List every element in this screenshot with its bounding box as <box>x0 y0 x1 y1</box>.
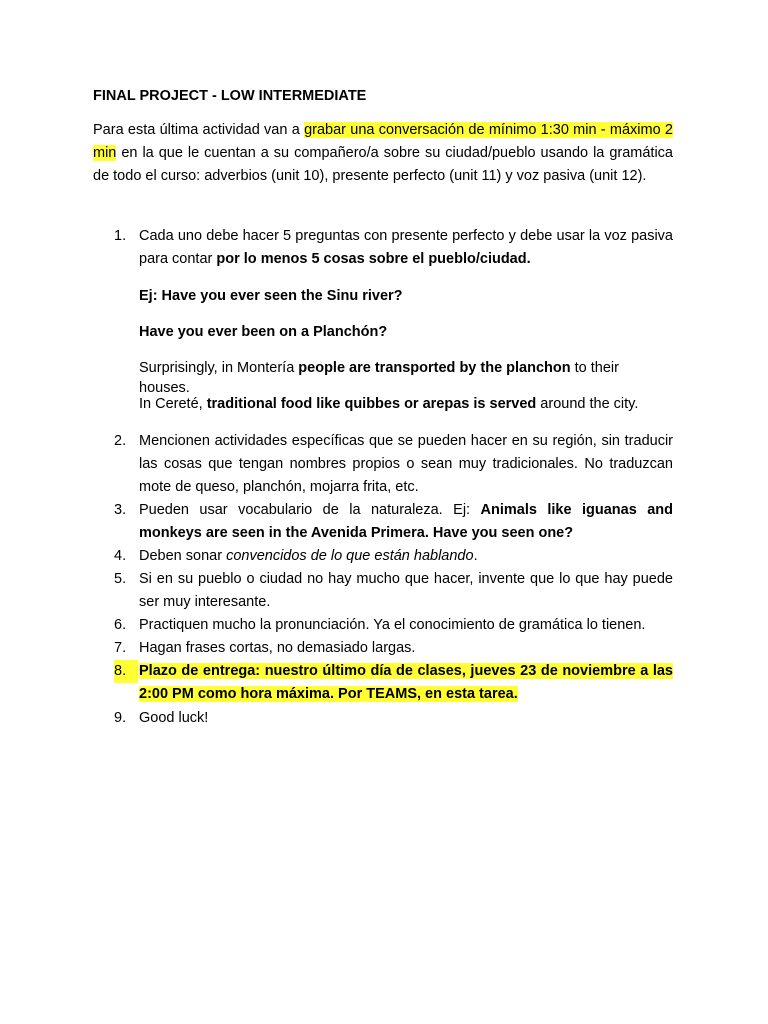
list-item-6 <box>93 614 673 637</box>
list-item-2 <box>93 430 673 499</box>
list-item-text: Practiquen mucho la pronunciación. Ya el conocimiento de gramática lo tienen. <box>139 617 646 633</box>
example-3-before: Surprisingly, in Montería <box>139 360 299 376</box>
example-2: Have you ever been on a Planchón? <box>139 324 388 340</box>
example-3 <box>139 358 673 398</box>
list-number: 9. <box>114 710 127 726</box>
list-number: 7. <box>114 640 127 656</box>
example-3-bold: people are transported by the planchon <box>298 360 571 376</box>
intro-text-after: en la que le cuentan a su compañero/a sobre su ciudad/pueblo usando la gramática de todo el curso: adverbios (unit 10), presente perfecto (unit 11) y voz pasiva (unit 12). <box>93 145 673 184</box>
list-number: 8. <box>114 660 138 683</box>
list-number: 5. <box>114 571 127 587</box>
deadline-highlight: Plazo de entrega: nuestro último día de clases, jueves 23 de noviembre a las 2:00 PM como hora máxima. Por TEAMS, en esta tarea. <box>139 663 673 702</box>
item-text-plain: Cada uno debe hacer 5 preguntas con presente perfecto y debe usar la voz pasiva para contar <box>139 228 673 267</box>
document-title: FINAL PROJECT - LOW INTERMEDIATE <box>93 88 367 104</box>
item-text-bold: por lo menos 5 cosas sobre el pueblo/ciudad. <box>216 251 531 267</box>
list-item-text: Mencionen actividades específicas que se pueden hacer en su región, sin traducir las cosas que tengan nombres propios o sean muy tradicionales. No traduzcan mote de queso, planchón, mojarra frita, etc. <box>139 433 673 495</box>
list-item-text <box>139 225 673 271</box>
example-3-after: to their houses. <box>139 360 619 396</box>
example-4-after: around the city. <box>536 396 639 412</box>
item-text-plain: Pueden usar vocabulario de la naturaleza. Ej: <box>139 502 481 518</box>
item-text-plain: Deben sonar <box>139 548 227 564</box>
intro-paragraph <box>93 119 673 188</box>
list-item-9 <box>93 707 673 730</box>
list-item-text <box>139 499 673 545</box>
list-item-7 <box>93 637 673 660</box>
list-item-4 <box>93 545 673 568</box>
list-item-text <box>139 660 673 706</box>
list-item-text: Si en su pueblo o ciudad no hay mucho que hacer, invente que lo que hay puede ser muy interesante. <box>139 571 673 610</box>
list-item-5 <box>93 568 673 614</box>
intro-highlight: grabar una conversación de mínimo 1:30 min - máximo 2 min <box>93 122 674 161</box>
item-text-bold: Animals like iguanas and monkeys are seen in the Avenida Primera. Have you seen one? <box>139 502 673 541</box>
intro-text-before: Para esta última actividad van a <box>93 122 305 138</box>
list-number: 6. <box>114 617 127 633</box>
list-item-8 <box>93 660 673 706</box>
example-4 <box>139 394 673 414</box>
list-item-1 <box>93 225 673 271</box>
list-item-text <box>139 545 673 568</box>
example-4-before: In Cereté, <box>139 396 207 412</box>
list-item-text: Hagan frases cortas, no demasiado largas. <box>139 640 416 656</box>
list-number: 1. <box>114 228 127 244</box>
example-1: Ej: Have you ever seen the Sinu river? <box>139 288 403 304</box>
list-number: 2. <box>114 433 127 449</box>
item-text-italic: convencidos de lo que están hablando <box>226 548 474 564</box>
item-text-after: . <box>473 548 478 564</box>
list-number: 4. <box>114 548 127 564</box>
list-number: 3. <box>114 502 127 518</box>
list-item-text: Good luck! <box>139 710 209 726</box>
list-item-3 <box>93 499 673 545</box>
example-4-bold: traditional food like quibbes or arepas is served <box>206 396 537 412</box>
